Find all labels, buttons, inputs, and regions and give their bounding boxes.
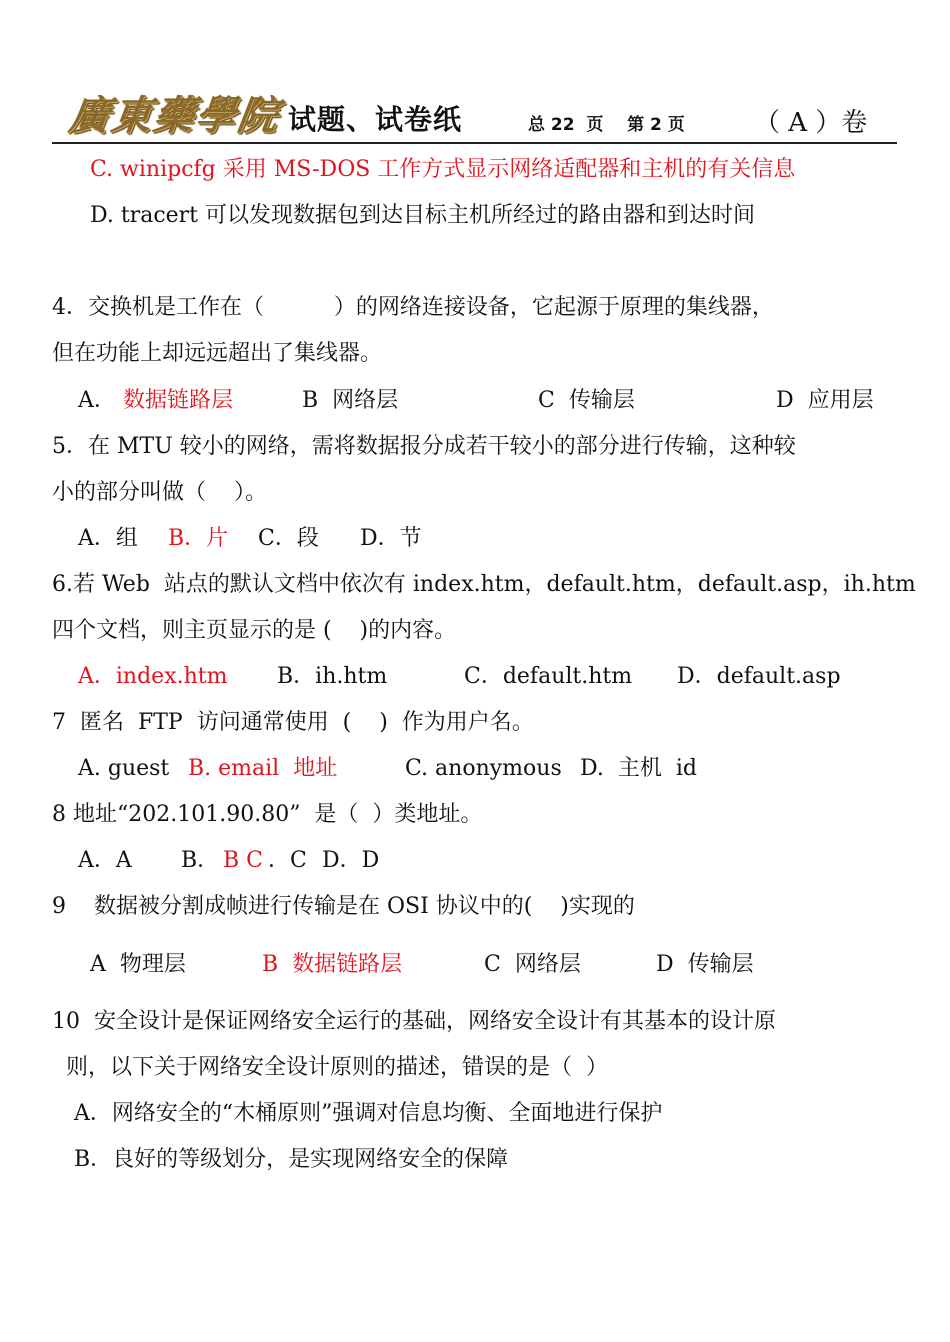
option-d: D．default.asp: [677, 664, 841, 689]
option-b: B．ih.htm: [277, 664, 388, 689]
question-line: 7 匿名 FTP 访问通常使用 ( ) 作为用户名。: [52, 710, 534, 735]
question-line: 5．在 MTU 较小的网络，需将数据报分成若干较小的部分进行传输，这种较: [52, 434, 796, 459]
option-b: B．良好的等级划分，是实现网络安全的保障: [74, 1147, 509, 1172]
option-b-answer: B．片: [168, 526, 229, 551]
option-b: B．: [181, 848, 220, 873]
question-line: 10 安全设计是保证网络安全运行的基础，网络安全设计有其基本的设计原: [52, 1009, 776, 1034]
option-b-answer: B. email 地址: [188, 756, 338, 781]
question-line: 9 数据被分割成帧进行传输是在 OSI 协议中的( )实现的: [52, 894, 635, 919]
option-a: A. guest: [78, 756, 170, 781]
school-logo: 廣東藥學院: [66, 92, 283, 139]
question-line: 4．交换机是工作在（ ）的网络连接设备，它起源于原理的集线器，: [52, 295, 774, 320]
option-a: A．网络安全的“木桶原则”强调对信息均衡、全面地进行保护: [74, 1101, 663, 1126]
option-a: A．: [78, 388, 116, 413]
option-a-answer: A．index.htm: [78, 664, 228, 689]
option-line: C. winipcfg 采用 MS-DOS 工作方式显示网络适配器和主机的有关信息: [90, 157, 796, 182]
option-a: A．组: [78, 526, 138, 551]
option-c: ．C: [268, 848, 307, 873]
option-b-answer: B C: [223, 848, 263, 873]
option-c: C．default.htm: [464, 664, 633, 689]
option-d: D 传输层: [656, 952, 754, 977]
option-c: C．段: [258, 526, 319, 551]
paper-type: （ A ）卷: [754, 108, 868, 138]
question-line: 但在功能上却远远超出了集线器。: [52, 341, 383, 366]
option-d: D．D: [322, 848, 380, 873]
option-a: A 物理层: [90, 952, 186, 977]
option-d: D 应用层: [776, 388, 874, 413]
option-d: D．节: [360, 526, 422, 551]
option-line: D. tracert 可以发现数据包到达目标主机所经过的路由器和到达时间: [90, 203, 756, 228]
question-line: 6.若 Web 站点的默认文档中依次有 index.htm，default.htm，default.asp，ih.htm: [52, 572, 916, 597]
question-line: 四个文档，则主页显示的是 ( )的内容。: [52, 618, 457, 643]
option-b: B 网络层: [302, 388, 399, 413]
option-c: C. anonymous: [405, 756, 562, 781]
option-b-answer: B 数据链路层: [262, 952, 403, 977]
option-a: A．A: [78, 848, 132, 873]
paper-title: 试题、试卷纸: [288, 103, 463, 136]
option-c: C 传输层: [538, 388, 635, 413]
option-d: D. 主机 id: [580, 756, 697, 781]
option-a-answer: 数据链路层: [123, 388, 234, 413]
option-c: C 网络层: [484, 952, 581, 977]
question-line: 小的部分叫做（ ）。: [52, 480, 267, 505]
page-count: 总 22 页 第 2 页: [528, 115, 685, 135]
question-line: 则，以下关于网络安全设计原则的描述，错误的是（ ）: [66, 1055, 608, 1080]
exam-header: [52, 78, 897, 144]
question-line: 8 地址“202.101.90.80” 是（ ）类地址。: [52, 802, 483, 827]
